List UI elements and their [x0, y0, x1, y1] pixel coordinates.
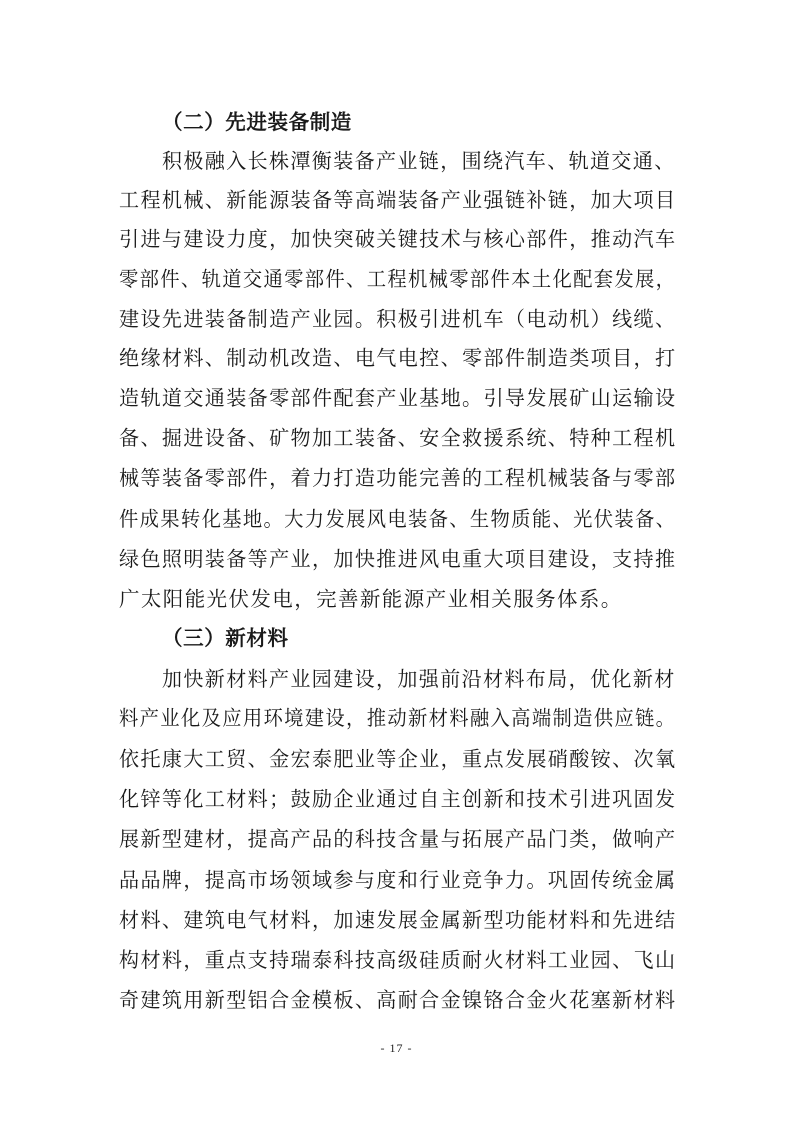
paragraph-line: 加快新材料产业园建设，加强前沿材料布局，优化新材 — [162, 667, 676, 691]
paragraph-line: 械等装备零部件，着力打造功能完善的工程机械装备与零部 — [119, 466, 677, 490]
page-number: - 17 - — [380, 1041, 413, 1055]
paragraph-line: 备、掘进设备、矿物加工装备、安全救援系统、特种工程机 — [119, 426, 677, 450]
paragraph-line: 广太阳能光伏发电，完善新能源产业相关服务体系。 — [119, 587, 623, 611]
section-heading-new-materials: （三）新材料 — [162, 626, 289, 650]
paragraph-line: 引进与建设力度，加快突破关键技术与核心部件，推动汽车 — [119, 227, 677, 251]
paragraph-line: 绿色照明装备等产业，加快推进风电重大项目建设，支持推 — [119, 547, 677, 571]
paragraph-line: 件成果转化基地。大力发展风电装备、生物质能、光伏装备、 — [119, 507, 677, 531]
paragraph-line: 造轨道交通装备零部件配套产业基地。引导发展矿山运输设 — [119, 386, 677, 410]
paragraph-line: 绝缘材料、制动机改造、电气电控、零部件制造类项目，打 — [119, 346, 677, 370]
paragraph-line: 构材料，重点支持瑞泰科技高级硅质耐火材料工业园、飞山 — [119, 948, 677, 972]
paragraph-line: 积极融入长株潭衡装备产业链，围绕汽车、轨道交通、 — [162, 149, 676, 173]
paragraph-line: 展新型建材，提高产品的科技含量与拓展产品门类，做响产 — [119, 827, 677, 851]
paragraph-line: 依托康大工贸、金宏泰肥业等企业，重点发展硝酸铵、次氧 — [119, 747, 677, 771]
section-heading-advanced-equipment: （二）先进装备制造 — [162, 110, 352, 134]
paragraph-line: 化锌等化工材料；鼓励企业通过自主创新和技术引进巩固发 — [119, 787, 677, 811]
paragraph-line: 材料、建筑电气材料，加速发展金属新型功能材料和先进结 — [119, 908, 677, 932]
paragraph-line: 料产业化及应用环境建设，推动新材料融入高端制造供应链。 — [119, 706, 677, 730]
paragraph-line: 品品牌，提高市场领域参与度和行业竞争力。巩固传统金属 — [119, 868, 677, 892]
paragraph-line: 建设先进装备制造产业园。积极引进机车（电动机）线缆、 — [119, 307, 677, 331]
paragraph-line: 零部件、轨道交通零部件、工程机械零部件本土化配套发展， — [119, 267, 677, 291]
paragraph-line: 工程机械、新能源装备等高端装备产业强链补链，加大项目 — [119, 188, 677, 212]
paragraph-line: 奇建筑用新型铝合金模板、高耐合金镍铬合金火花塞新材料 — [119, 988, 677, 1012]
